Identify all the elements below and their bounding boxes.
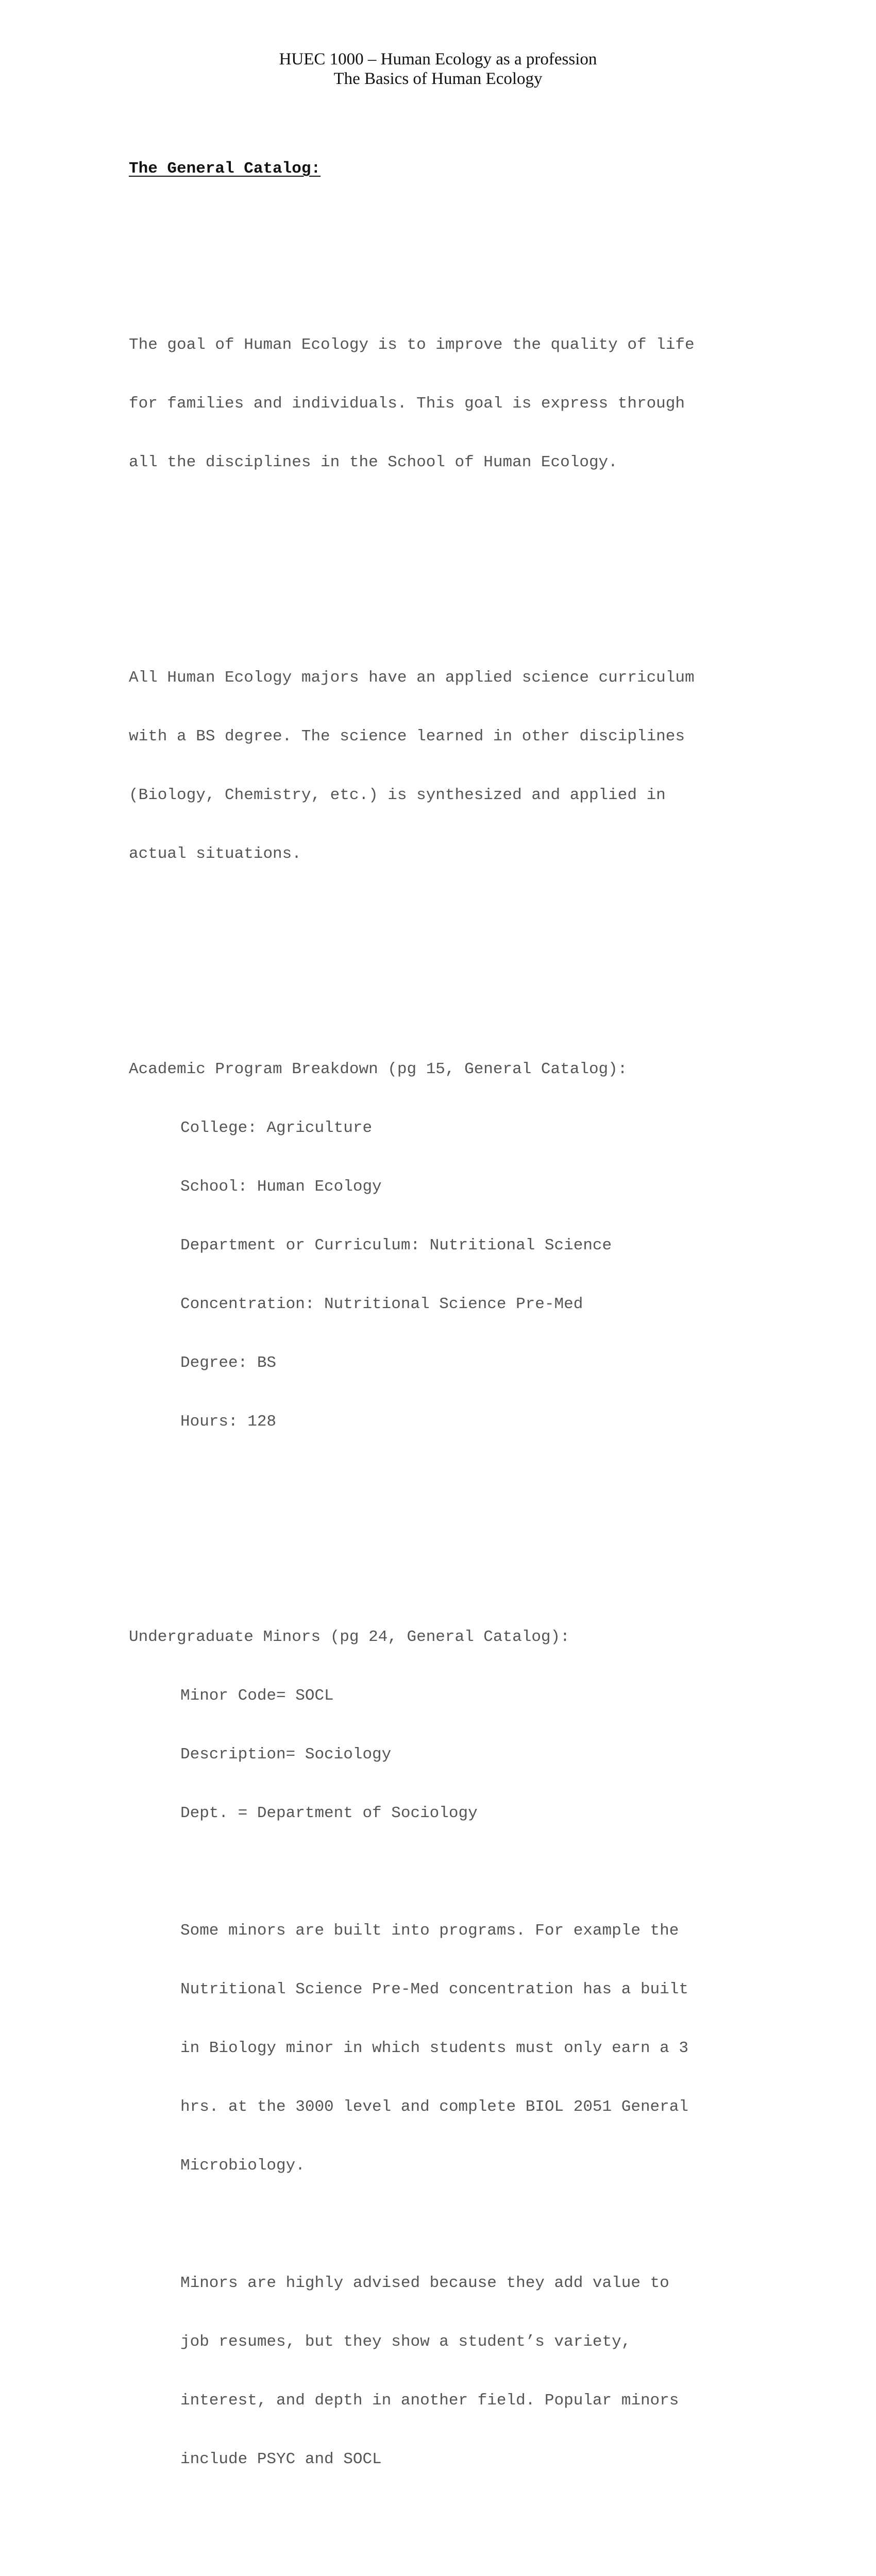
- header-course-title: HUEC 1000 – Human Ecology as a profession: [279, 50, 597, 69]
- text-line: (Biology, Chemistry, etc.) is synthesized and applied in: [129, 786, 666, 804]
- text-line: interest, and depth in another field. Popular minors: [180, 2392, 679, 2410]
- text-line: job resumes, but they show a student’s variety,: [180, 2333, 631, 2351]
- text-line: include PSYC and SOCL: [180, 2450, 382, 2468]
- program-item: Hours: 128: [180, 1413, 277, 1431]
- program-breakdown-title: Academic Program Breakdown (pg 15, General Catalog):: [129, 1060, 628, 1078]
- program-item: School: Human Ecology: [180, 1178, 382, 1196]
- program-breakdown: [129, 1021, 799, 1471]
- text-line: hrs. at the 3000 level and complete BIOL 2051 General: [180, 2098, 688, 2116]
- document-header: [0, 49, 876, 89]
- program-item: Department or Curriculum: Nutritional Science: [180, 1236, 612, 1255]
- text-line: in Biology minor in which students must only earn a 3: [180, 2039, 688, 2057]
- program-item: Degree: BS: [180, 1354, 277, 1372]
- text-line: The goal of Human Ecology is to improve the quality of life: [129, 336, 695, 354]
- minor-item: Description= Sociology: [180, 1745, 392, 1764]
- text-line: Nutritional Science Pre-Med concentration has a built: [180, 1980, 688, 1998]
- text-line: all the disciplines in the School of Human Ecology.: [129, 453, 618, 471]
- text-line: actual situations.: [129, 845, 301, 863]
- text-line: Minors are highly advised because they add value to: [180, 2274, 669, 2292]
- section-heading-general-catalog: The General Catalog:: [129, 160, 321, 178]
- text-line: Some minors are built into programs. For example the: [180, 1922, 679, 1940]
- minor-item: Dept. = Department of Sociology: [180, 1804, 478, 1822]
- text-line: for families and individuals. This goal is express through: [129, 395, 685, 413]
- text-line: Microbiology.: [180, 2157, 305, 2175]
- majors-paragraph: [129, 629, 799, 903]
- goal-paragraph: [129, 296, 799, 512]
- minor-item: Minor Code= SOCL: [180, 1687, 334, 1705]
- minors-title: Undergraduate Minors (pg 24, General Catalog):: [129, 1628, 570, 1646]
- program-item: College: Agriculture: [180, 1119, 373, 1137]
- program-item: Concentration: Nutritional Science Pre-Med: [180, 1295, 583, 1313]
- document-body: [129, 120, 799, 2576]
- text-line: All Human Ecology majors have an applied science curriculum: [129, 669, 695, 687]
- undergraduate-minors: [129, 1588, 799, 2509]
- header-subtitle: The Basics of Human Ecology: [333, 70, 543, 88]
- text-line: with a BS degree. The science learned in other disciplines: [129, 727, 685, 745]
